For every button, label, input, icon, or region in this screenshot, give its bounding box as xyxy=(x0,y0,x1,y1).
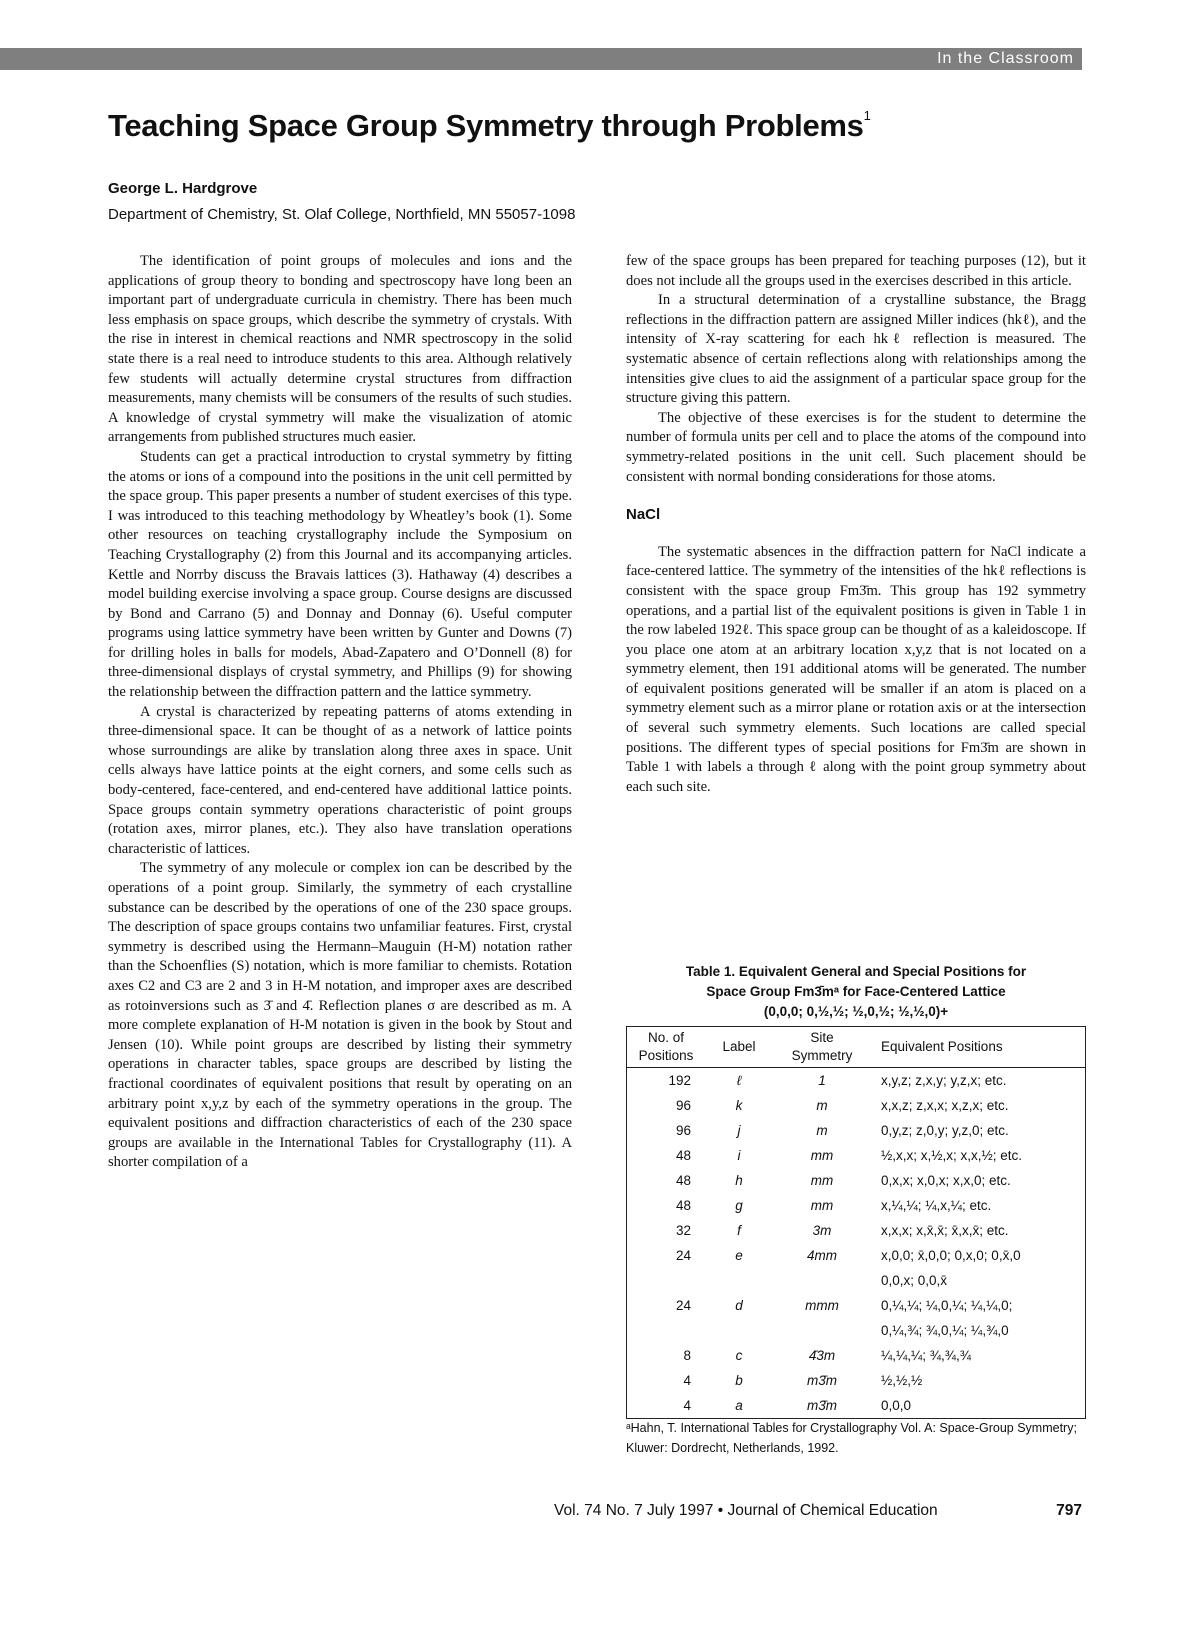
cell-positions: 24 xyxy=(675,1298,691,1313)
body-paragraph: The systematic absences in the diffraction pattern for NaCl indicate a face-centered lattice. The symmetry of the intensities of the hkℓ reflections is consistent with the space group Fm3̄m. This group has 192 symmetry operations, and a partial list of the equivalent positions is given in Table 1 in the row labeled 192ℓ. This space group can be thought of as a kaleidoscope. If you place one atom at an arbitrary location x,y,z that is not located on a symmetry element, then 191 additional atoms will be generated. The number of equivalent positions generated will be smaller if an atom is placed on a symmetry element such as a mirror plane or rotation axis or at the intersection of several such symmetry elements. Such locations are called special positions. The different types of special positions for Fm3̄m are shown in Table 1 with labels a through ℓ along with the point group symmetry about each such site. xyxy=(626,543,1086,795)
body-paragraph: Students can get a practical introduction to crystal symmetry by fitting the atoms or ions of a compound into the positions in the unit cell permitted by the space group. This paper presents a number of student exercises of this type. I was introduced to this teaching methodology by Wheatley’s book (1). Some other resources on teaching crystallography include the Symposium on Teaching Crystallography (2) from this Journal and its accompanying articles. Kettle and Norrby discuss the Bravais lattices (3). Hathaway (4) describes a model building exercise involving a space group. Course designs are discussed by Bond and Carrano (5) and Donnay and Donnay (6). Useful computer programs using lattice symmetry have been written by Gunter and Downs (7) for drilling holes in balls for models, Abad-Zapatero and O’Donnell (8) for three-dimensional displays of crystal symmetry, and Phillips (9) for showing the relationship between the diffraction pattern and the lattice symmetry. xyxy=(108,448,572,701)
header-label: Label xyxy=(705,1027,773,1068)
table-header-row xyxy=(627,1027,1086,1068)
cell-site-symmetry: mm xyxy=(810,1173,834,1188)
cell-positions: 24 xyxy=(675,1248,691,1263)
cell-label: b xyxy=(735,1373,743,1388)
article-title xyxy=(108,108,871,144)
cell-positions: 48 xyxy=(675,1198,691,1213)
body-paragraph: The symmetry of any molecule or complex ion can be described by the operations of a point group. Similarly, the symmetry of each crystalline substance can be described by the operations of one of the 230 space groups. The description of space groups contains two unfamiliar features. First, crystal symmetry is described using the Hermann–Mauguin (H-M) notation rather than the Schoenflies (S) notation, which is more familiar to chemists. Rotation axes C2 and C3 are 2 and 3 in H-M notation, and improper axes are described as rotoinversions such as 3̄ and 4̄. Reflection planes σ are described as m. A more complete explanation of H-M notation is given in the book by Stout and Jensen (10). While point groups are described by listing their symmetry operations in character tables, space groups are described by listing the fractional coordinates of equivalent positions that result by operating on an arbitrary point x,y,z by each of the symmetry operations in the group. The equivalent positions and diffraction characteristics of each of the 230 space groups are available in the International Tables for Crystallography (11). A shorter compilation of a xyxy=(108,860,572,1171)
cell-equivalent-positions: 0,x,x; x,0,x; x,x,0; etc. xyxy=(881,1173,1011,1188)
cell-label: i xyxy=(737,1148,741,1163)
left-column xyxy=(108,252,572,1173)
cell-site-symmetry: m3̄m xyxy=(807,1398,837,1413)
cell-equivalent-positions: 0,¼,¾; ¾,0,¼; ¼,¾,0 xyxy=(881,1323,1009,1338)
table-caption-line: Space Group Fm3̄mᵃ for Face-Centered Lattice xyxy=(706,984,1006,999)
table-row xyxy=(627,1243,1086,1268)
cell-site-symmetry: m xyxy=(816,1098,828,1113)
body-paragraph: The identification of point groups of molecules and ions and the applications of group theory to bonding and spectroscopy have long been an important part of undergraduate curricula in chemistry. There has been much less emphasis on space groups, which describe the symmetry of crystals. With the rise in interest in chemical reactions and NMR spectroscopy in the solid state there is a real need to introduce students to this area. Although relatively few students will actually determine crystal structures from diffraction measurements, many chemists will be consumers of the results of such studies. A knowledge of crystal symmetry will make the visualization of atomic arrangements from published structures much easier. xyxy=(108,253,572,446)
body-paragraph: The objective of these exercises is for the student to determine the number of formula units per cell and to place the atoms of the compound into symmetry-related positions in the unit cell. Such placement should be consistent with normal bonding considerations for those atoms. xyxy=(626,409,1086,485)
cell-label: f xyxy=(737,1223,741,1238)
header-text: Positions xyxy=(638,1048,694,1063)
table-row xyxy=(627,1268,1086,1293)
table-caption-line: (0,0,0; 0,½,½; ½,0,½; ½,½,0)+ xyxy=(763,1004,949,1019)
cell-site-symmetry: 1 xyxy=(818,1073,826,1088)
author-name: George L. Hardgrove xyxy=(108,180,258,197)
header-text: Site xyxy=(810,1030,834,1045)
cell-site-symmetry: 3m xyxy=(812,1223,832,1238)
section-header-bar xyxy=(0,48,1082,70)
cell-positions: 96 xyxy=(675,1123,691,1138)
title-text: Teaching Space Group Symmetry through Problems xyxy=(108,108,864,143)
table-caption xyxy=(626,962,1086,1022)
cell-equivalent-positions: x,x,z; z,x,x; x,z,x; etc. xyxy=(881,1098,1009,1113)
cell-site-symmetry: mm xyxy=(810,1198,834,1213)
cell-equivalent-positions: 0,0,0 xyxy=(881,1398,912,1413)
header-site-symmetry xyxy=(773,1027,871,1068)
table-row xyxy=(627,1218,1086,1243)
cell-label: e xyxy=(735,1248,743,1263)
table-row xyxy=(627,1118,1086,1143)
cell-site-symmetry: 4mm xyxy=(807,1248,837,1263)
table-row xyxy=(627,1068,1086,1094)
cell-label: c xyxy=(735,1348,743,1363)
table-row xyxy=(627,1168,1086,1193)
cell-label: j xyxy=(737,1123,741,1138)
cell-label: k xyxy=(735,1098,743,1113)
cell-site-symmetry: m xyxy=(816,1123,828,1138)
table-row xyxy=(627,1393,1086,1419)
table-row xyxy=(627,1368,1086,1393)
cell-positions: 96 xyxy=(675,1098,691,1113)
cell-equivalent-positions: 0,0,x; 0,0,x̄ xyxy=(881,1273,948,1288)
body-paragraph: In a structural determination of a crystalline substance, the Bragg reflections in the diffraction pattern are assigned Miller indices (hkℓ), and the intensity of X-ray scattering for each hkℓ reflection is measured. The systematic absence of certain reflections along with relationships among the intensities give clues to aid the assignment of a particular space group for the structure giving this pattern. xyxy=(626,292,1086,407)
table-row xyxy=(627,1143,1086,1168)
page-footer xyxy=(554,1502,1082,1520)
table-body xyxy=(627,1068,1086,1419)
cell-equivalent-positions: x,y,z; z,x,y; y,z,x; etc. xyxy=(881,1073,1007,1088)
right-column xyxy=(626,252,1086,797)
cell-equivalent-positions: 0,y,z; z,0,y; y,z,0; etc. xyxy=(881,1123,1009,1138)
table-footnote: ᵃHahn, T. International Tables for Crystallography Vol. A: Space-Group Symmetry; Kluwer: Dordrecht, Netherlands, 1992. xyxy=(626,1421,1077,1455)
cell-equivalent-positions: ½,x,x; x,½,x; x,x,½; etc. xyxy=(881,1148,1023,1163)
cell-equivalent-positions: x,0,0; x̄,0,0; 0,x,0; 0,x̄,0 xyxy=(881,1248,1021,1263)
header-text: No. of xyxy=(647,1030,685,1045)
cell-equivalent-positions: 0,¼,¼; ¼,0,¼; ¼,¼,0; xyxy=(881,1298,1013,1313)
cell-positions: 4 xyxy=(683,1373,691,1388)
cell-label: a xyxy=(735,1398,743,1413)
cell-positions: 8 xyxy=(683,1348,691,1363)
cell-site-symmetry xyxy=(773,1268,871,1293)
table-row xyxy=(627,1343,1086,1368)
cell-positions xyxy=(627,1318,706,1343)
cell-site-symmetry: mm xyxy=(810,1148,834,1163)
header-text: Symmetry xyxy=(791,1048,853,1063)
equivalent-positions-table xyxy=(626,1026,1086,1419)
cell-equivalent-positions: x,x,x; x,x̄,x̄; x̄,x,x̄; etc. xyxy=(881,1223,1009,1238)
cell-equivalent-positions: ¼,¼,¼; ¾,¾,¾ xyxy=(881,1348,972,1363)
cell-positions: 48 xyxy=(675,1148,691,1163)
title-footnote-marker: 1 xyxy=(863,108,871,123)
cell-site-symmetry: mmm xyxy=(805,1298,839,1313)
cell-site-symmetry: 4̄3m xyxy=(808,1348,836,1363)
table-row xyxy=(627,1193,1086,1218)
table-row xyxy=(627,1293,1086,1318)
author-affiliation: Department of Chemistry, St. Olaf College, Northfield, MN 55057-1098 xyxy=(108,206,576,223)
page-number: 797 xyxy=(1056,1502,1082,1519)
table-row xyxy=(627,1093,1086,1118)
cell-equivalent-positions: x,¼,¼; ¼,x,¼; etc. xyxy=(881,1198,992,1213)
cell-label xyxy=(705,1318,773,1343)
cell-positions: 192 xyxy=(668,1073,691,1088)
cell-site-symmetry xyxy=(773,1318,871,1343)
header-equivalent-positions: Equivalent Positions xyxy=(871,1027,1086,1068)
cell-positions: 4 xyxy=(683,1398,691,1413)
body-paragraph: few of the space groups has been prepared for teaching purposes (12), but it does not include all the groups used in the exercises described in this article. xyxy=(626,253,1086,289)
cell-positions: 32 xyxy=(675,1223,691,1238)
journal-citation: Vol. 74 No. 7 July 1997 • Journal of Chemical Education xyxy=(554,1502,938,1519)
cell-label: g xyxy=(735,1198,743,1213)
section-heading-nacl: NaCl xyxy=(626,506,661,524)
cell-equivalent-positions: ½,½,½ xyxy=(881,1373,923,1388)
cell-label: d xyxy=(735,1298,743,1313)
table-caption-line: Table 1. Equivalent General and Special Positions for xyxy=(685,964,1027,979)
header-positions xyxy=(627,1027,706,1068)
table-1 xyxy=(626,962,1086,1419)
cell-label xyxy=(705,1268,773,1293)
table-row xyxy=(627,1318,1086,1343)
cell-positions xyxy=(627,1268,706,1293)
cell-site-symmetry: m3̄m xyxy=(807,1373,837,1388)
body-paragraph: A crystal is characterized by repeating patterns of atoms extending in three-dimensional space. It can be thought of as a network of lattice points whose surroundings are alike by translation along three axes in space. Unit cells always have lattice points at the eight corners, and some cells such as body-centered, face-centered, and end-centered have additional lattice points. Space groups contain symmetry operations characteristic of point groups (rotation axes, mirror planes, etc.). They also have translation operations characteristic of lattices. xyxy=(108,703,572,857)
cell-positions: 48 xyxy=(675,1173,691,1188)
section-label: In the Classroom xyxy=(937,50,1074,67)
cell-label: h xyxy=(735,1173,743,1188)
cell-label: ℓ xyxy=(736,1073,742,1088)
